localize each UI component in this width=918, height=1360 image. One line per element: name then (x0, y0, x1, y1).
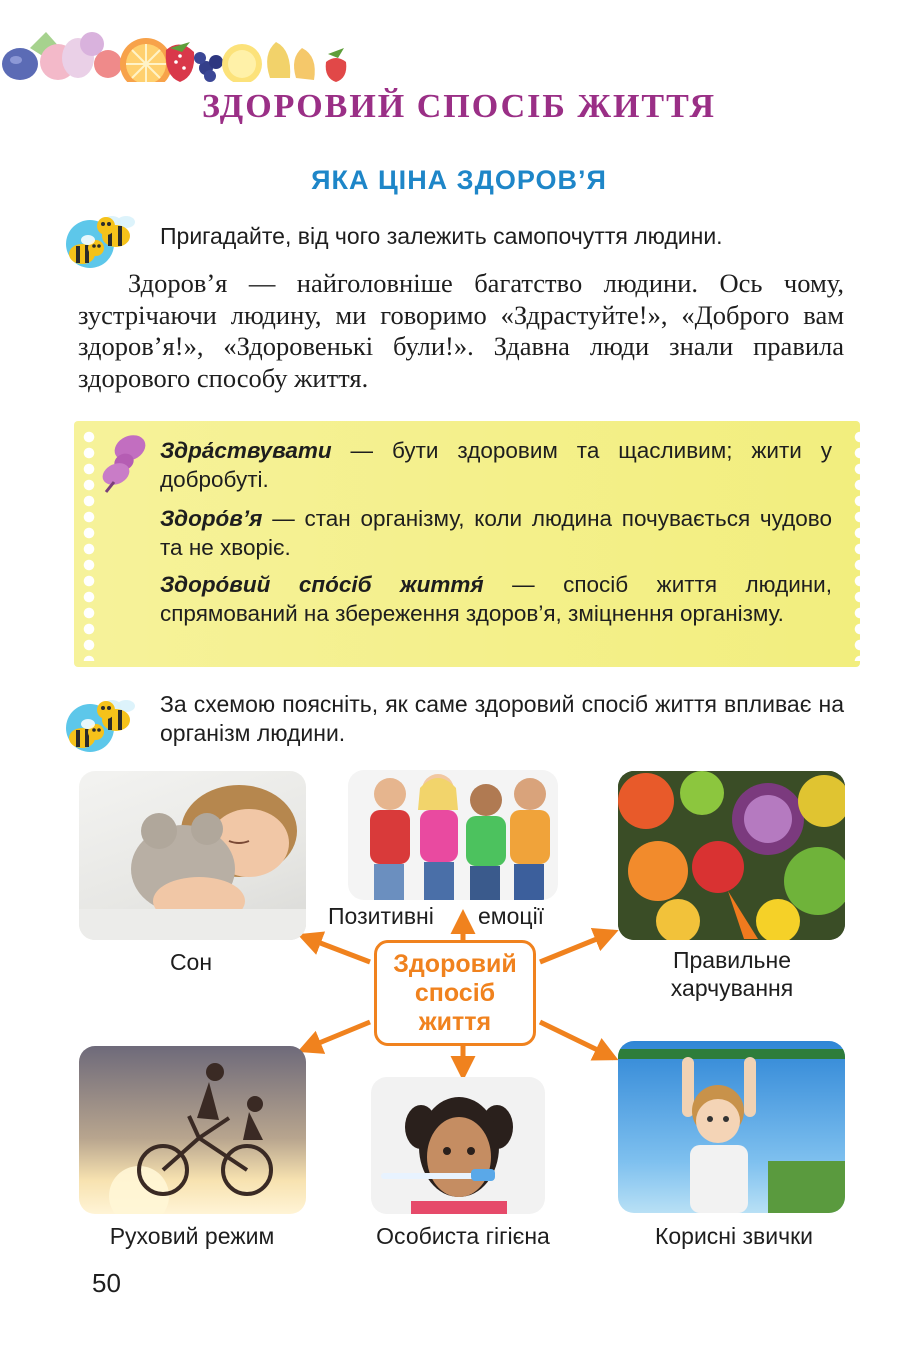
intro-paragraph-text: Здоров’я — найголовніше багатство людини. Ось чому, зустрічаючи людину, ми говоримо «Здрастуйте!», «Доброго вам здоров’я!», «Здоровенькі були!». Здавна люди знали правила здорового способу життя. (78, 268, 844, 393)
emotions-caption-2: емоції (478, 903, 545, 929)
section-subtitle: ЯКА ЦІНА ЗДОРОВ’Я (311, 165, 607, 195)
emotions-photo (348, 770, 558, 900)
center-line-2: спосіб (414, 978, 496, 1007)
definition-term: Здоро́в’я (160, 506, 263, 531)
hygiene-photo (371, 1077, 545, 1214)
arrow-to-sleep (302, 936, 370, 962)
center-concept-box (374, 940, 536, 1046)
center-line-3: життя (418, 1007, 492, 1036)
arrow-to-nutrition (540, 932, 614, 962)
definition-text: — стан організму, коли людина почувається чудово та не хворіє. (160, 506, 832, 560)
sleep-caption: Сон (169, 949, 213, 975)
definition-text: — бути здоровим та щасливим; жити у добробуті. (160, 438, 832, 492)
task-question-2: За схемою поясніть, як саме здоровий спосіб життя впливає на організм людини. (160, 691, 844, 746)
hygiene-caption: Особиста гігієна (376, 1223, 550, 1249)
habits-photo (618, 1041, 845, 1213)
activity-photo (79, 1046, 306, 1214)
page-number: 50 (92, 1268, 121, 1298)
nutrition-photo (618, 771, 845, 940)
nutrition-caption-2: харчування (670, 975, 794, 1001)
arrow-to-activity (302, 1022, 370, 1050)
sleep-photo (79, 771, 306, 940)
definition-term: Здра́ствувати (160, 438, 332, 463)
emotions-caption-1: Позитивні (328, 903, 434, 929)
nutrition-caption-1: Правильне (672, 947, 792, 973)
task-question-1: Пригадайте, від чого залежить самопочуття людини. (160, 223, 723, 249)
habits-caption: Корисні звички (654, 1223, 814, 1249)
definition-text: — спосіб життя людини, спрямований на збереження здоров’я, зміцнення організму. (160, 572, 833, 626)
definition-term: Здоро́вий спо́сіб життя́ (160, 572, 484, 597)
activity-caption: Руховий режим (109, 1223, 275, 1249)
arrow-to-habits (540, 1022, 614, 1058)
center-line-1: Здоровий (393, 949, 517, 978)
page-title: ЗДОРОВИЙ СПОСІБ ЖИТТЯ (201, 88, 717, 125)
